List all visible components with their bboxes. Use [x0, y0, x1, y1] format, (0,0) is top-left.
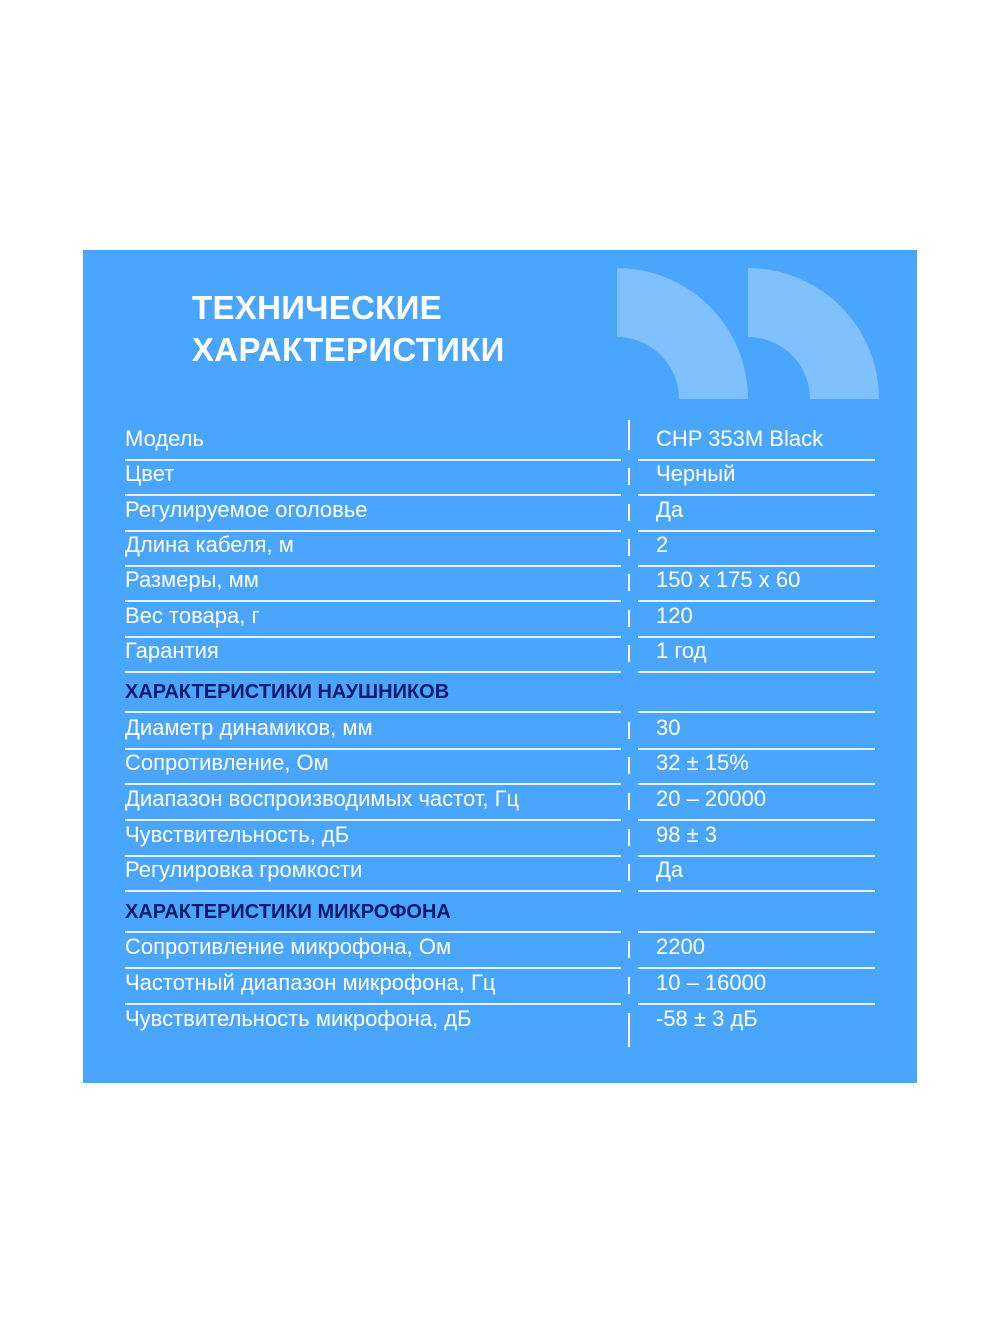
spec-value: CHP 353M Black — [656, 426, 824, 451]
column-separator — [628, 722, 630, 739]
table-row — [125, 968, 875, 1004]
spec-label: Гарантия — [125, 638, 219, 663]
column-separator — [628, 610, 630, 627]
row-divider — [125, 671, 621, 673]
spec-label: Регулировка громкости — [125, 857, 363, 882]
spec-label: Чувствительность, дБ — [125, 822, 350, 847]
spec-value: 20 – 20000 — [656, 786, 767, 811]
page-title — [192, 287, 505, 371]
column-separator — [628, 539, 630, 556]
title-line-2: ХАРАКТЕРИСТИКИ — [192, 331, 505, 368]
row-divider — [638, 890, 875, 892]
table-row — [125, 932, 875, 968]
table-row — [125, 1004, 875, 1040]
spec-label: Диаметр динамиков, мм — [125, 715, 373, 740]
spec-value: Да — [656, 497, 684, 522]
spec-label: Вес товара, г — [125, 603, 260, 628]
table-row — [125, 459, 875, 495]
section-header — [125, 676, 875, 712]
column-separator — [628, 793, 630, 810]
spec-label: Частотный диапазон микрофона, Гц — [125, 970, 496, 995]
column-separator — [628, 468, 630, 485]
spec-value: 30 — [656, 715, 681, 740]
spec-label: Модель — [125, 426, 204, 451]
column-separator — [628, 504, 630, 521]
column-separator — [628, 829, 630, 846]
section-header-label: ХАРАКТЕРИСТИКИ МИКРОФОНА — [125, 901, 451, 923]
spec-label: Сопротивление микрофона, Ом — [125, 934, 452, 959]
row-divider — [638, 671, 875, 673]
column-separator — [628, 1013, 630, 1047]
table-row — [125, 495, 875, 531]
spec-label: Цвет — [125, 461, 175, 486]
spec-value: Черный — [656, 461, 736, 486]
spec-label: Размеры, мм — [125, 567, 259, 592]
spec-value: 120 — [656, 603, 693, 628]
spec-value: 2 — [656, 532, 669, 557]
table-row — [125, 530, 875, 566]
column-separator — [628, 574, 630, 591]
spec-label: Сопротивление, Ом — [125, 750, 329, 775]
table-row — [125, 713, 875, 749]
spec-value: Да — [656, 857, 684, 882]
spec-label: Регулируемое оголовье — [125, 497, 368, 522]
column-separator — [628, 864, 630, 881]
title-line-1: ТЕХНИЧЕСКИЕ — [192, 289, 442, 326]
table-row — [125, 636, 875, 672]
table-row — [125, 424, 875, 460]
spec-value: 150 x 175 x 60 — [656, 567, 801, 592]
row-divider — [125, 890, 621, 892]
column-separator — [628, 941, 630, 958]
spec-value: -58 ± 3 дБ — [656, 1006, 758, 1031]
table-row — [125, 565, 875, 601]
section-header-label: ХАРАКТЕРИСТИКИ НАУШНИКОВ — [125, 681, 450, 703]
table-row — [125, 748, 875, 784]
quote-shape-left — [617, 268, 748, 399]
section-header — [125, 896, 875, 932]
spec-value: 98 ± 3 — [656, 822, 718, 847]
quote-shape-right — [748, 268, 879, 399]
spec-label: Диапазон воспроизводимых частот, Гц — [125, 786, 520, 811]
table-row — [125, 784, 875, 820]
column-separator — [628, 645, 630, 662]
column-separator — [628, 420, 630, 450]
spec-value: 32 ± 15% — [656, 750, 749, 775]
spec-value: 10 – 16000 — [656, 970, 767, 995]
column-separator — [628, 757, 630, 774]
spec-label: Длина кабеля, м — [125, 532, 294, 557]
spec-label: Чувствительность микрофона, дБ — [125, 1006, 472, 1031]
column-separator — [628, 977, 630, 994]
table-row — [125, 855, 875, 891]
spec-value: 1 год — [656, 638, 707, 663]
table-row — [125, 820, 875, 856]
spec-value: 2200 — [656, 934, 705, 959]
table-row — [125, 601, 875, 637]
